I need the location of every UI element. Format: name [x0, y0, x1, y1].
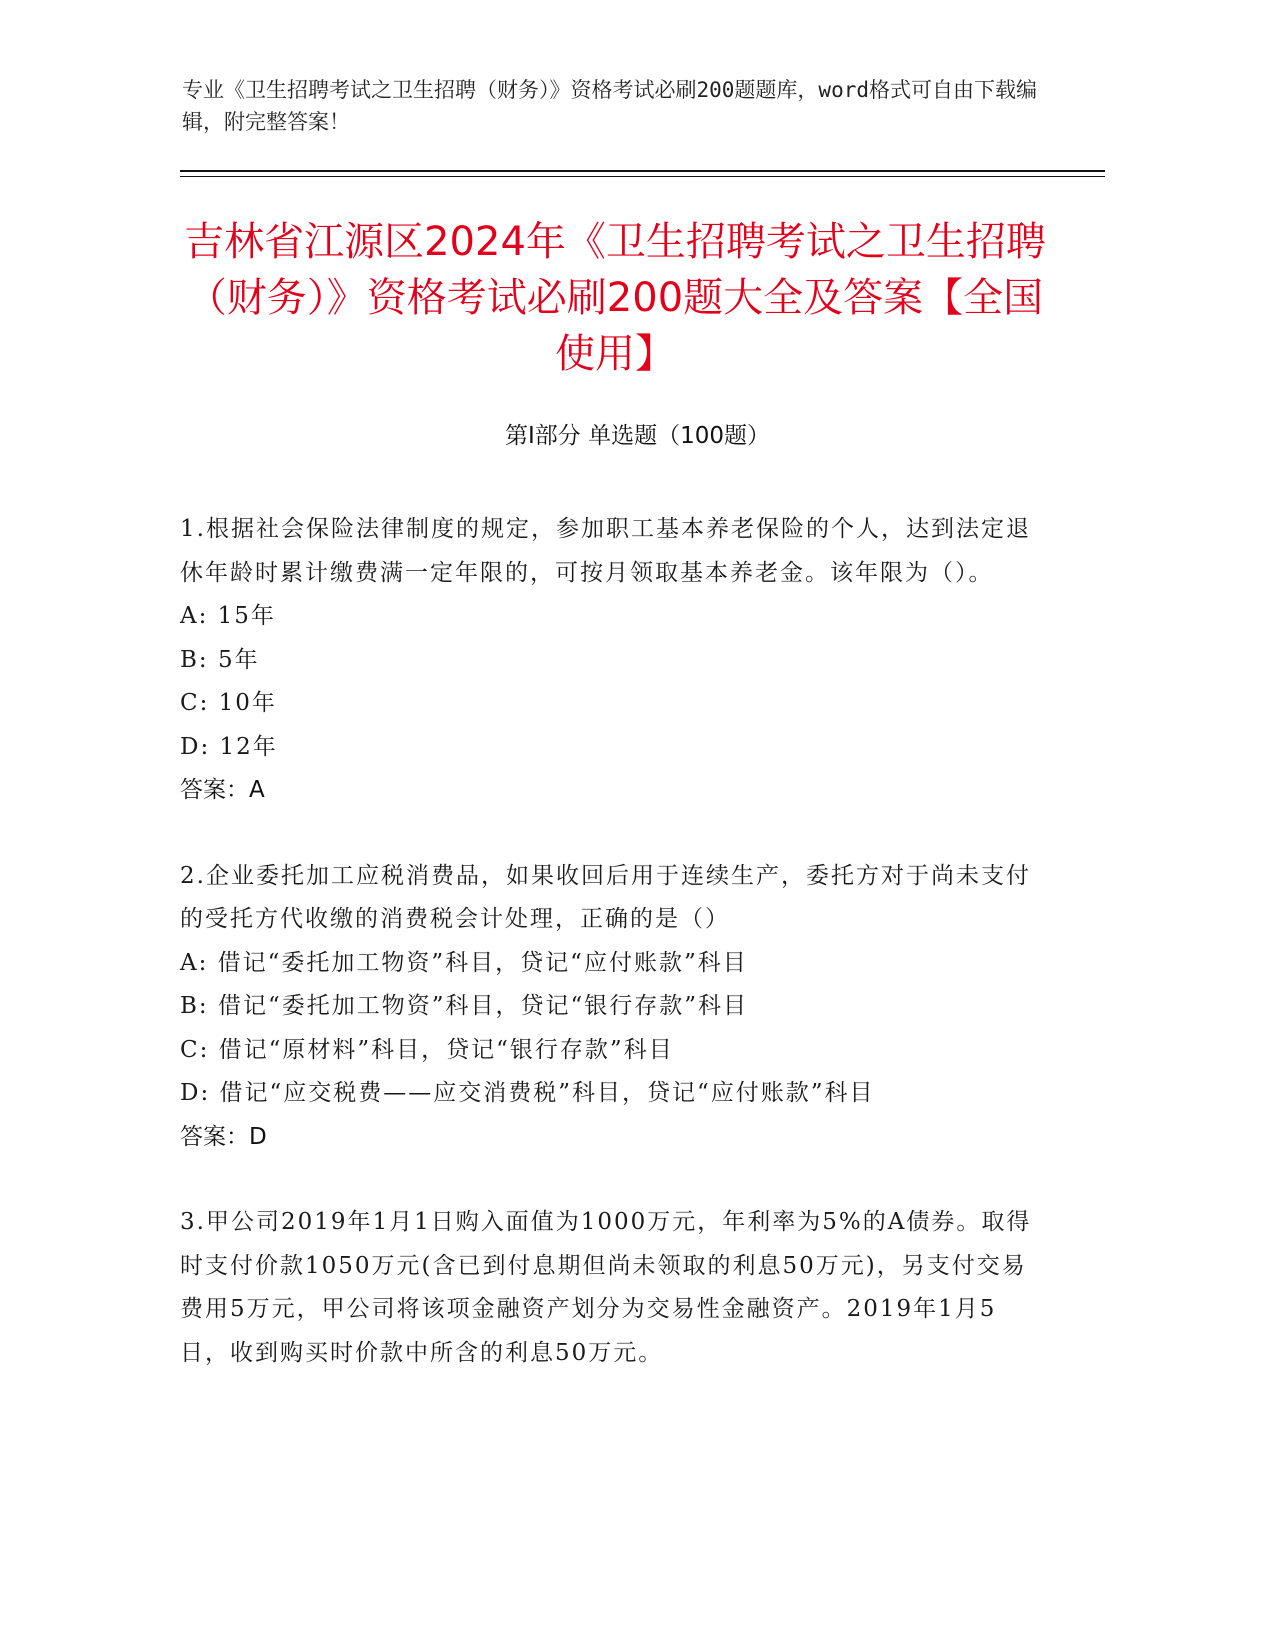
question-stem: 1.根据社会保险法律制度的规定，参加职工基本养老保险的个人，达到法定退休年龄时累计缴费满一定年限的，可按月领取基本养老金。该年限为（）。 [180, 516, 1031, 586]
question-stem: 2.企业委托加工应税消费品，如果收回后用于连续生产，委托方对于尚未支付的受托方代收缴的消费税会计处理，正确的是（） [180, 862, 1031, 932]
document-title: 吉林省江源区2024年《卫生招聘考试之卫生招聘（财务）》资格考试必刷200题大全及答案【全国使用】 [184, 219, 1046, 377]
option-d: D: 12年 [180, 733, 278, 760]
option-d: D: 借记“应交税费——应交消费税”科目，贷记“应付账款”科目 [180, 1080, 875, 1106]
header-rule-thick [180, 170, 1105, 172]
section-heading: 第I部分 单选题（100题） [505, 423, 770, 449]
question-2 [180, 855, 1040, 1160]
question-list [180, 508, 1040, 1417]
answer: 答案：A [180, 777, 265, 803]
header-rule-thin [180, 176, 1105, 177]
option-c: C: 借记“原材料”科目，贷记“银行存款”科目 [180, 1036, 674, 1063]
option-c: C: 10年 [180, 690, 277, 716]
question-stem: 3.甲公司2019年1月1日购入面值为1000万元，年利率为5%的A债券。取得时支付价款1050万元(含已到付息期但尚未领取的利息50万元)，另支付交易费用5万元，甲公司将该项金融资产划分为交易性金融资产。2019年1月5日，收到购买时价款中所含的利息50万元。 [180, 1209, 1032, 1366]
answer: 答案：D [180, 1123, 267, 1150]
option-a: A: 15年 [180, 603, 276, 629]
option-a: A: 借记“委托加工物资”科目，贷记“应付账款”科目 [180, 949, 748, 976]
question-3 [180, 1201, 1040, 1375]
header-note: 专业《卫生招聘考试之卫生招聘（财务）》资格考试必刷200题题库，word格式可自由下载编辑，附完整答案！ [182, 78, 1037, 134]
question-1 [180, 508, 1040, 813]
option-b: B: 5年 [180, 646, 260, 673]
option-b: B: 借记“委托加工物资”科目，贷记“银行存款”科目 [180, 993, 748, 1019]
